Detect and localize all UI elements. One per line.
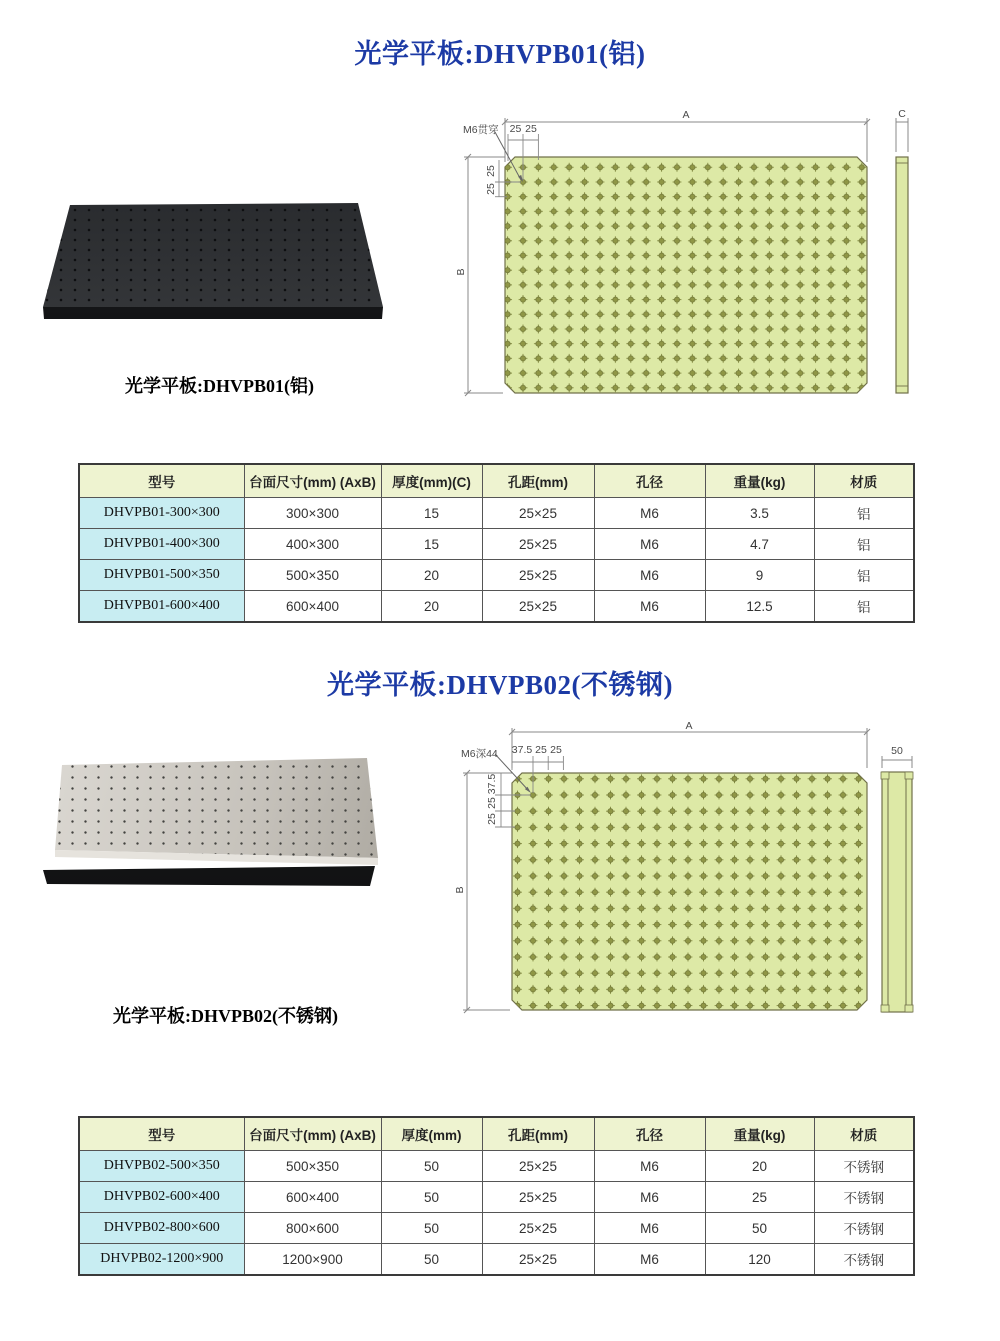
spec-cell: 300×300 (244, 498, 381, 529)
hole-grid (512, 773, 867, 1010)
hole-note-label: M6贯穿 (463, 124, 499, 136)
technical-drawing-dhvpb01 (455, 100, 935, 410)
spec-table-dhvpb01 (78, 463, 915, 623)
model-cell: DHVPB02-500×350 (79, 1151, 244, 1182)
spec-cell: 铝 (814, 529, 914, 560)
dim-label-left1: 37.5 (486, 773, 498, 795)
photo-caption-dhvpb02: 光学平板:DHVPB02(不锈钢) (113, 1006, 338, 1026)
spec-cell: 3.5 (705, 498, 814, 529)
spec-cell: 25×25 (482, 1244, 594, 1276)
dim-label-left1: 25 (485, 165, 497, 177)
spec-cell: 15 (381, 529, 482, 560)
spec-cell: 25×25 (482, 591, 594, 623)
column-header: 孔径 (594, 1117, 705, 1151)
header-row (79, 1117, 914, 1151)
technical-drawing-dhvpb02 (455, 720, 935, 1030)
table-row (79, 1244, 914, 1276)
hole-grid (505, 157, 867, 393)
dim-label-left2: 25 (486, 797, 498, 809)
column-header: 孔距(mm) (482, 464, 594, 498)
column-header: 厚度(mm)(C) (381, 464, 482, 498)
spec-cell: 20 (705, 1151, 814, 1182)
spec-cell: 25×25 (482, 498, 594, 529)
product-photo-dhvpb01 (40, 195, 390, 325)
dim-label-left3: 25 (486, 813, 498, 825)
spec-cell: 9 (705, 560, 814, 591)
spec-cell: 50 (381, 1151, 482, 1182)
spec-cell: 600×400 (244, 591, 381, 623)
spec-cell: 50 (381, 1182, 482, 1213)
model-cell: DHVPB01-600×400 (79, 591, 244, 623)
spec-cell: 12.5 (705, 591, 814, 623)
dim-label-top1: 37.5 (511, 744, 533, 756)
spec-cell: 50 (381, 1244, 482, 1276)
side-view (896, 118, 908, 393)
table-row (79, 498, 914, 529)
dim-label-side: 50 (891, 745, 903, 757)
column-header: 材质 (814, 1117, 914, 1151)
dim-label-top2: 25 (525, 123, 537, 135)
column-header: 台面尺寸(mm) (AxB) (244, 464, 381, 498)
spec-cell: 800×600 (244, 1213, 381, 1244)
model-cell: DHVPB02-600×400 (79, 1182, 244, 1213)
spec-cell: 600×400 (244, 1182, 381, 1213)
dim-label-c: C (898, 108, 906, 120)
dim-label-b: B (454, 886, 466, 894)
dim-a-lines (502, 118, 870, 162)
section1-title: 光学平板:DHVPB01(铝) (354, 39, 646, 69)
spec-cell: 铝 (814, 498, 914, 529)
column-header: 重量(kg) (705, 464, 814, 498)
dim-label-top2: 25 (535, 744, 547, 756)
spec-cell: 500×350 (244, 1151, 381, 1182)
spec-cell: 25×25 (482, 560, 594, 591)
spec-cell: M6 (594, 1182, 705, 1213)
spec-cell: M6 (594, 529, 705, 560)
spec-cell: 1200×900 (244, 1244, 381, 1276)
section2-title: 光学平板:DHVPB02(不锈钢) (327, 670, 673, 700)
spec-cell: 400×300 (244, 529, 381, 560)
spec-cell: 不锈钢 (814, 1244, 914, 1276)
spec-cell: 铝 (814, 591, 914, 623)
table-row (79, 591, 914, 623)
drawing-canvas (455, 720, 935, 1030)
model-cell: DHVPB01-500×350 (79, 560, 244, 591)
spec-cell: 50 (705, 1213, 814, 1244)
spec-cell: 500×350 (244, 560, 381, 591)
column-header: 台面尺寸(mm) (AxB) (244, 1117, 381, 1151)
spec-cell: 25 (705, 1182, 814, 1213)
spec-cell: M6 (594, 1151, 705, 1182)
table-row (79, 1182, 914, 1213)
spec-cell: 4.7 (705, 529, 814, 560)
drawing-canvas (455, 100, 935, 410)
model-cell: DHVPB01-400×300 (79, 529, 244, 560)
spec-cell: 20 (381, 560, 482, 591)
model-cell: DHVPB02-800×600 (79, 1213, 244, 1244)
spec-cell: 不锈钢 (814, 1182, 914, 1213)
spec-cell: M6 (594, 1213, 705, 1244)
model-cell: DHVPB01-300×300 (79, 498, 244, 529)
table-row (79, 560, 914, 591)
side-view (881, 756, 913, 1012)
table-row (79, 1213, 914, 1244)
dim-label-b: B (455, 268, 467, 276)
spec-cell: 120 (705, 1244, 814, 1276)
table-row (79, 529, 914, 560)
table-row (79, 1151, 914, 1182)
header-row (79, 464, 914, 498)
spec-cell: M6 (594, 1244, 705, 1276)
spec-cell: 25×25 (482, 1151, 594, 1182)
column-header: 孔距(mm) (482, 1117, 594, 1151)
column-header: 厚度(mm) (381, 1117, 482, 1151)
spec-cell: 铝 (814, 560, 914, 591)
dim-label-a: A (682, 109, 690, 121)
spec-cell: M6 (594, 560, 705, 591)
product-photo-dhvpb02 (40, 750, 390, 900)
spec-cell: 25×25 (482, 1182, 594, 1213)
hole-note-label: M6深44 (461, 748, 498, 760)
dim-label-top1: 25 (509, 123, 522, 135)
spec-table-dhvpb02 (78, 1116, 915, 1276)
column-header: 孔径 (594, 464, 705, 498)
spec-cell: 15 (381, 498, 482, 529)
column-header: 型号 (79, 464, 244, 498)
model-cell: DHVPB02-1200×900 (79, 1244, 244, 1276)
dim-label-a: A (685, 720, 693, 732)
plate-top-face (40, 195, 390, 325)
spec-cell: M6 (594, 498, 705, 529)
column-header: 型号 (79, 1117, 244, 1151)
spec-cell: M6 (594, 591, 705, 623)
column-header: 重量(kg) (705, 1117, 814, 1151)
dim-label-top3: 25 (550, 744, 562, 756)
photo-caption-dhvpb01: 光学平板:DHVPB01(铝) (125, 376, 314, 396)
dim-label-left2: 25 (485, 183, 497, 195)
spec-cell: 50 (381, 1213, 482, 1244)
spec-cell: 20 (381, 591, 482, 623)
spec-cell: 25×25 (482, 529, 594, 560)
spec-cell: 25×25 (482, 1213, 594, 1244)
spec-cell: 不锈钢 (814, 1213, 914, 1244)
column-header: 材质 (814, 464, 914, 498)
spec-cell: 不锈钢 (814, 1151, 914, 1182)
